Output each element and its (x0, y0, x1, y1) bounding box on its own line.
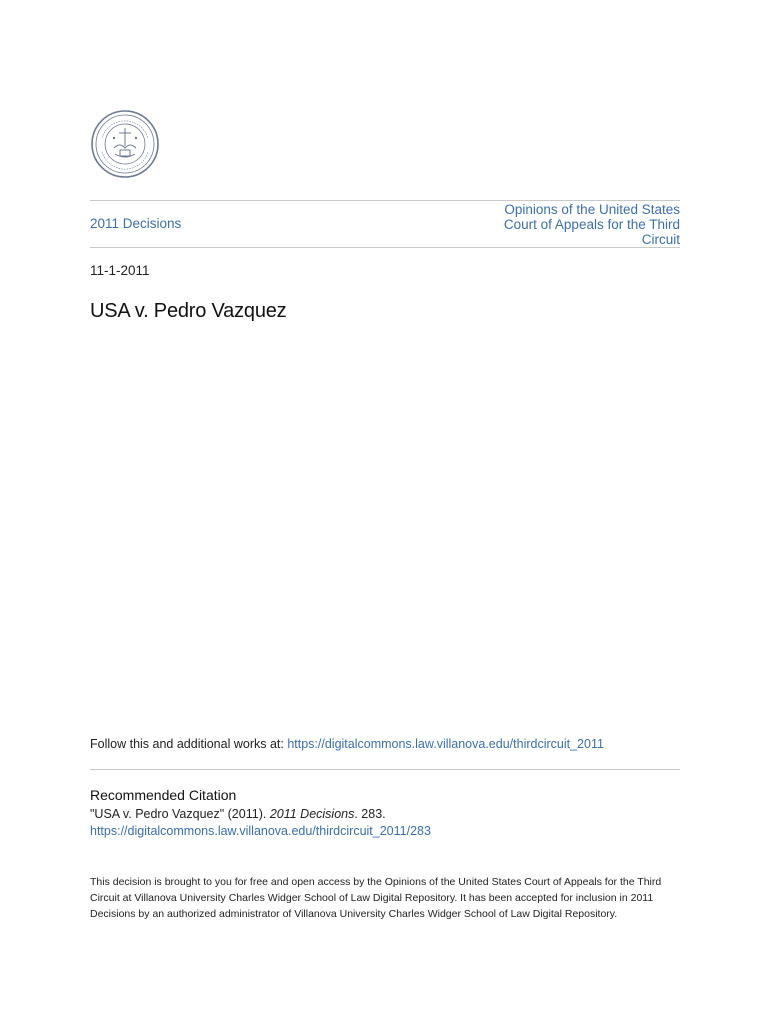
access-notice: This decision is brought to you for free and open access by the Opinions of the United States Court of Appeals for the Third Circuit at Villanova University Charles Widger School of Law Digital Repository. It has been accepted for inclusion in 2011 Decisions by an authorized administrator of Villanova University Charles Widger School of Law Digital Repository. (90, 876, 662, 920)
citation-text-start: "USA v. Pedro Vazquez" (2011). (90, 807, 270, 821)
follow-prefix: Follow this and additional works at: (90, 737, 288, 751)
document-title: USA v. Pedro Vazquez (90, 300, 287, 322)
citation-text-end: . 283. (354, 807, 386, 821)
document-date: 11-1-2011 (90, 263, 150, 278)
citation-block (90, 806, 431, 840)
series-link[interactable]: Opinions of the United States Court of Appeals for the Third Circuit (503, 202, 680, 247)
university-seal-logo (90, 108, 160, 180)
header-top-divider (90, 200, 680, 201)
collection-link[interactable]: 2011 Decisions (90, 216, 182, 231)
citation-divider (90, 769, 680, 770)
header-bottom-divider (90, 247, 680, 248)
citation-url-link[interactable]: https://digitalcommons.law.villanova.edu/thirdcircuit_2011/283 (90, 824, 431, 838)
citation-series: 2011 Decisions (269, 807, 355, 821)
follow-line (90, 737, 604, 751)
recommended-citation-heading: Recommended Citation (90, 787, 237, 803)
follow-url-link[interactable]: https://digitalcommons.law.villanova.edu/thirdcircuit_2011 (287, 737, 604, 751)
